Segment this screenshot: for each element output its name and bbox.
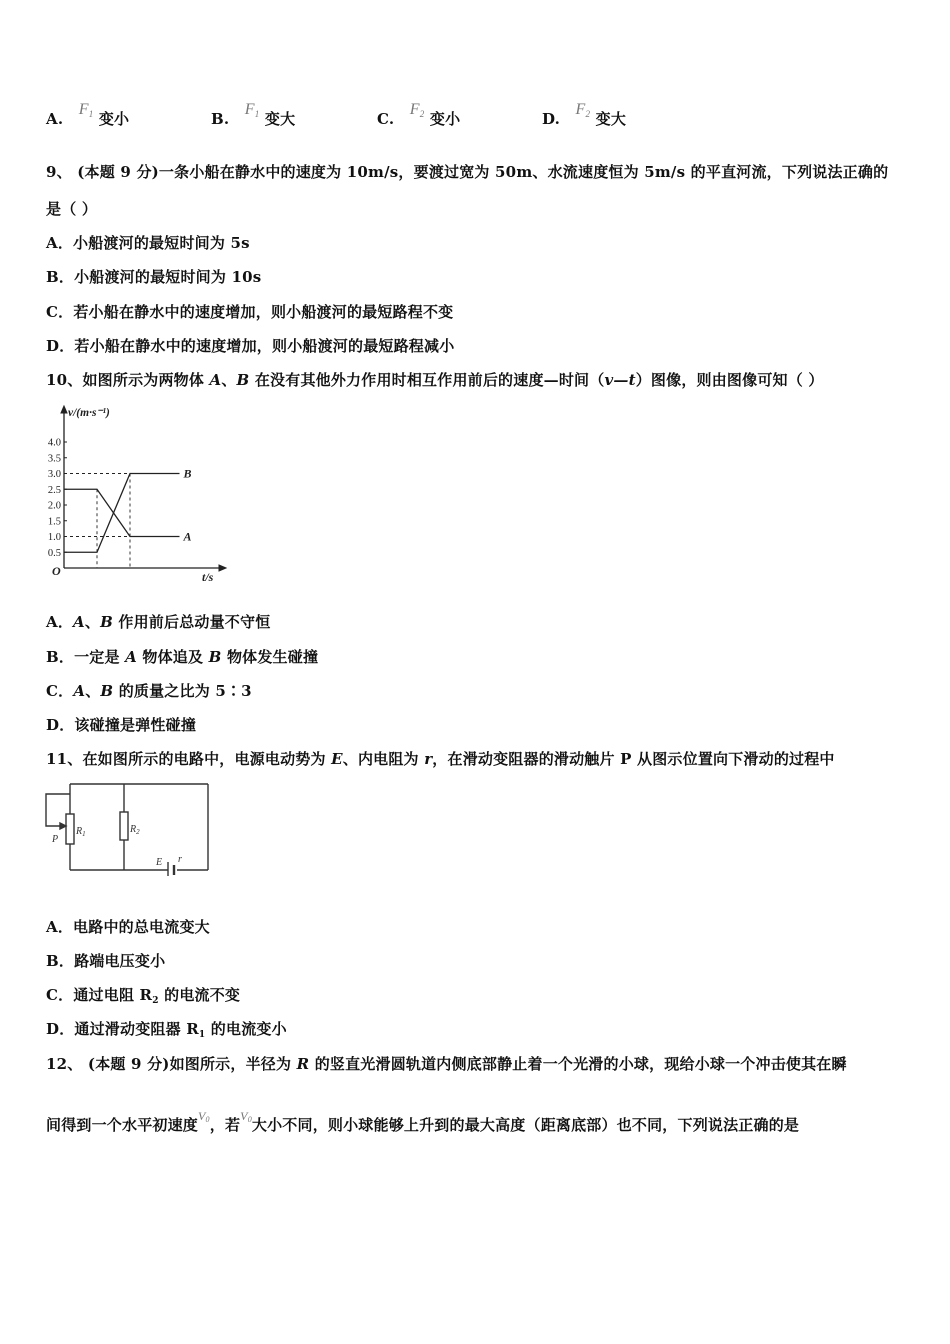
q10-stem: 10、如图所示为两物体 A、B 在没有其他外力作用时相互作用前后的速度—时间（v—t）图像，则由图像可知（ ）: [46, 371, 824, 389]
y-tick-label: 1.5: [47, 516, 61, 528]
emf-label: E: [156, 857, 163, 868]
option-text: 变小: [429, 110, 461, 128]
q10-option-c: C．A、B 的质量之比为 5∶3: [46, 682, 252, 700]
y-tick-label: 4.0: [47, 437, 61, 449]
series-line-A: [64, 489, 180, 536]
option-label: B.: [211, 110, 230, 128]
option-text: 变大: [595, 110, 627, 128]
q8-option-b: [211, 101, 296, 129]
q11-option-a: A．电路中的总电流变大: [46, 918, 210, 936]
y-axis-arrow: [61, 406, 67, 413]
q8-option-a: [46, 101, 130, 129]
option-label: C.: [377, 110, 395, 128]
force-symbol: F1: [244, 101, 260, 119]
r2-label: $R_2$: [130, 824, 140, 836]
y-tick-label: 0.5: [47, 547, 61, 559]
q9-option-c: C．若小船在静水中的速度增加，则小船渡河的最短路程不变: [46, 303, 454, 321]
option-text: 变小: [98, 110, 130, 128]
q9-option-b: B．小船渡河的最短时间为 10s: [46, 268, 262, 286]
y-axis-label: v/(m·s⁻¹): [68, 407, 110, 419]
option-label: A.: [46, 110, 64, 128]
force-symbol: F2: [575, 101, 591, 119]
series-label: A: [183, 529, 192, 544]
force-symbol: F1: [78, 101, 94, 119]
q11-option-b: B．路端电压变小: [46, 952, 166, 970]
x-axis-arrow: [219, 565, 226, 571]
q12-stem-line1: 12、 (本题 9 分)如图所示，半径为 R 的竖直光滑圆轨道内侧底部静止着一个光滑的小球，现给小球一个冲击使其在瞬: [46, 1055, 847, 1073]
series-line-B: [64, 474, 180, 553]
circuit-diagram: [40, 778, 215, 876]
option-label: D.: [542, 110, 561, 128]
q8-option-c: [377, 101, 461, 129]
q8-option-d: [542, 101, 627, 129]
force-symbol: F2: [409, 101, 425, 119]
y-tick-label: 2.5: [47, 484, 61, 496]
q12-stem-line2: 间得到一个水平初速度$^{V0}$，若$^{V0}$大小不同，则小球能够上升到的最大高度（距离底部）也不同，下列说法正确的是: [46, 1109, 800, 1134]
q9-stem-line2: 是（ ）: [46, 200, 98, 218]
series-label: B: [183, 466, 192, 481]
internal-r-label: r: [178, 854, 182, 865]
y-tick-label: 2.0: [47, 500, 61, 512]
q9-option-d: D．若小船在静水中的速度增加，则小船渡河的最短路程减小: [46, 337, 455, 355]
slider-label: P: [52, 834, 59, 845]
option-text: 变大: [264, 110, 296, 128]
y-tick-label: 1.0: [47, 532, 61, 543]
q11-stem: 11、在如图所示的电路中，电源电动势为 E、内电阻为 r，在滑动变阻器的滑动触片 P 从图示位置向下滑动的过程中: [46, 750, 835, 768]
v0-symbol: V0: [198, 1109, 210, 1124]
q10-option-d: D．该碰撞是弹性碰撞: [46, 716, 197, 734]
q11-option-d: D．通过滑动变阻器 $R_1$ 的电流变小: [46, 1020, 287, 1040]
r1-label: $R_1$: [76, 826, 86, 838]
origin-label: O: [52, 564, 61, 578]
q9-stem-line1: 9、 (本题 9 分)一条小船在静水中的速度为 10m/s，要渡过宽为 50m、水流速度恒为 5m/s 的平直河流，下列说法正确的: [46, 163, 889, 181]
q9-option-a: A．小船渡河的最短时间为 5s: [46, 234, 250, 252]
q10-option-a: A．A、B 作用前后总动量不守恒: [46, 613, 271, 631]
v0-symbol: V0: [240, 1109, 252, 1124]
y-tick-label: 3.5: [47, 453, 61, 465]
q10-option-b: B．一定是 A 物体追及 B 物体发生碰撞: [46, 648, 319, 666]
x-axis-label: t/s: [202, 570, 214, 584]
vt-chart: [40, 398, 240, 588]
q11-option-c: C．通过电阻 $R_2$ 的电流不变: [46, 986, 241, 1006]
y-tick-label: 3.0: [47, 469, 61, 480]
